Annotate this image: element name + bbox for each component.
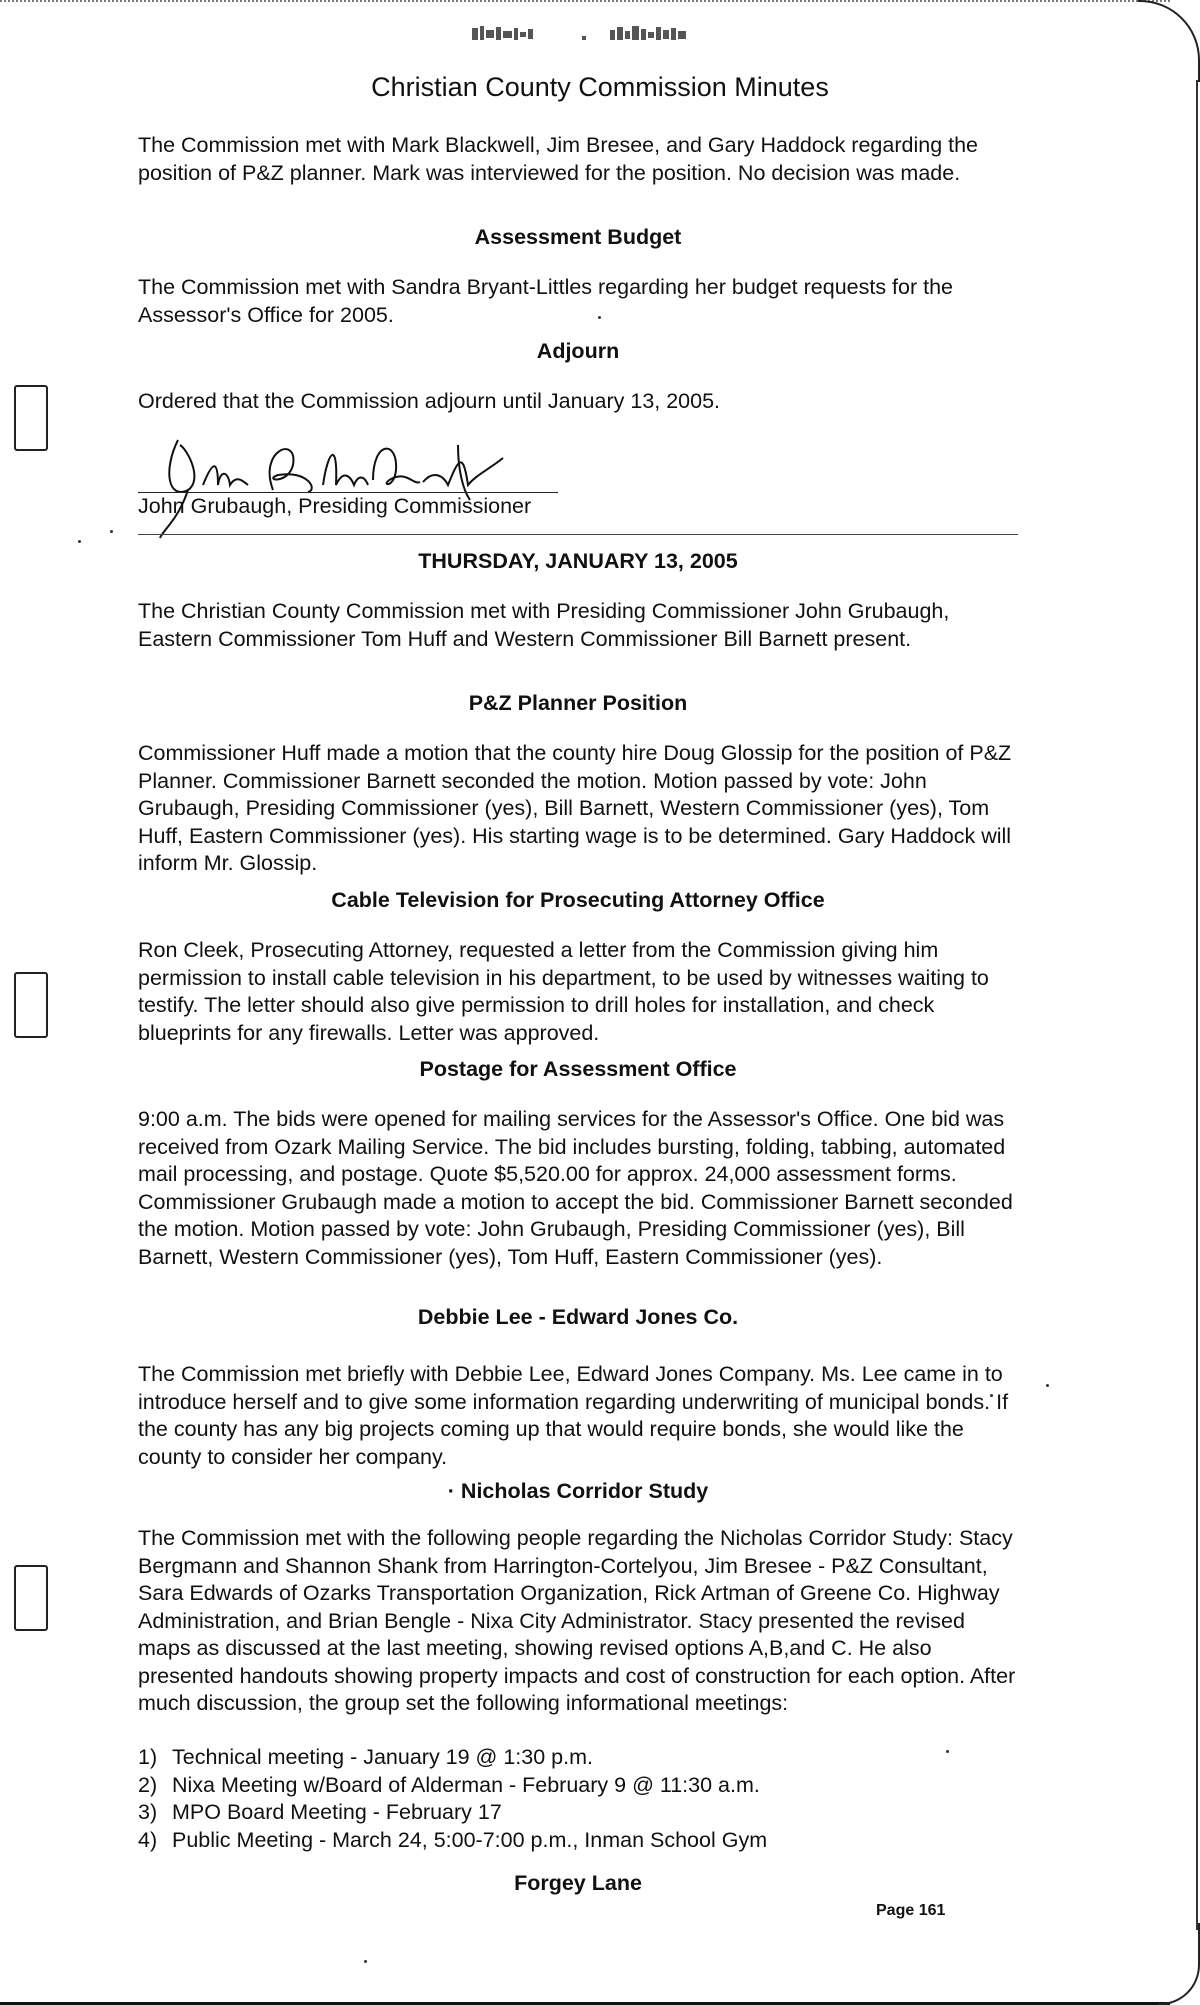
section-heading-nicholas-corridor: · Nicholas Corridor Study	[447, 1479, 709, 1503]
handwritten-signature-icon	[158, 430, 558, 540]
scan-speck	[364, 1960, 367, 1963]
list-item-number: 3)	[138, 1800, 158, 1824]
section-separator	[138, 534, 1018, 535]
illegible-stamp-icon	[470, 22, 720, 46]
signature-block	[138, 430, 558, 540]
punch-hole-icon	[14, 1565, 48, 1631]
section-heading-assessment-budget: Assessment Budget	[474, 225, 682, 249]
section-heading-adjourn: Adjourn	[536, 339, 620, 363]
punch-hole-icon	[14, 385, 48, 451]
attendance-paragraph: The Christian County Commission met with Presiding Commissioner John Grubaugh, Eastern Commissioner Tom Huff and Western Commissioner Bill Barnett present.	[138, 599, 950, 651]
list-item-text: Nixa Meeting w/Board of Alderman - February 9 @ 11:30 a.m.	[172, 1772, 760, 1797]
intro-paragraph: The Commission met with Mark Blackwell, Jim Bresee, and Gary Haddock regarding the position of P&Z planner. Mark was interviewed for the position. No decision was made.	[138, 133, 979, 185]
list-item	[138, 1827, 1018, 1855]
section-body-pz-planner: Commissioner Huff made a motion that the county hire Doug Glossip for the position of P&Z Planner. Commissioner Barnett seconded the motion. Motion passed by vote: John Grubaugh, Presiding Commissioner (yes), Bill Barnett, Western Commissioner (yes), Tom Huff, Eastern Commissioner (yes). His starting wage is to be determined. Gary Haddock will inform Mr. Glossip.	[138, 741, 1012, 875]
list-item-number: 4)	[138, 1827, 158, 1852]
list-item-number: 1)	[138, 1745, 158, 1769]
scan-speck	[110, 530, 113, 533]
scan-right-edge	[1196, 80, 1198, 1930]
section-body-adjourn: Ordered that the Commission adjourn until January 13, 2005.	[138, 389, 721, 413]
list-item-number: 2)	[138, 1772, 158, 1797]
meeting-list	[138, 1744, 1018, 1854]
date-heading: THURSDAY, JANUARY 13, 2005	[418, 549, 738, 573]
list-item-text: MPO Board Meeting - February 17	[172, 1800, 502, 1824]
list-item-text: Public Meeting - March 24, 5:00-7:00 p.m., Inman School Gym	[172, 1827, 768, 1852]
signature-line	[138, 492, 558, 493]
document-title: Christian County Commission Minutes	[371, 72, 829, 102]
section-body-cable-television: Ron Cleek, Prosecuting Attorney, requested a letter from the Commission giving him permission to install cable television in his department, to be used by witnesses waiting to testify. The letter should also give permission to drill holes for installation, and check blueprints for any firewalls. Letter was approved.	[138, 938, 989, 1045]
section-heading-postage: Postage for Assessment Office	[419, 1057, 737, 1081]
section-heading-pz-planner: P&Z Planner Position	[468, 691, 688, 715]
section-body-nicholas-corridor: The Commission met with the following people regarding the Nicholas Corridor Study: Stacy Bergmann and Shannon Shank from Harrington-Cortelyou, Jim Bresee - P&Z Consultant, Sara Edwards of Ozarks Transportation Organization, Rick Artman of Greene Co. Highway Administration, and Brian Bengle - Nixa City Administrator. Stacy presented the revised maps as discussed at the last meeting, showing revised options A,B,and C. He also presented handouts showing property impacts and cost of construction for each option. After much discussion, the group set the following informational meetings:	[138, 1526, 1016, 1715]
scan-speck	[1046, 1384, 1049, 1387]
signature-name: John Grubaugh, Presiding Commissioner	[138, 494, 532, 518]
section-body-assessment-budget: The Commission met with Sandra Bryant-Littles regarding her budget requests for the Assessor's Office for 2005.	[138, 275, 954, 327]
punch-hole-icon	[14, 972, 48, 1038]
section-heading-forgey-lane: Forgey Lane	[514, 1871, 642, 1895]
section-body-postage: 9:00 a.m. The bids were opened for mailing services for the Assessor's Office. One bid was received from Ozark Mailing Service. The bid includes bursting, folding, tabbing, automated mail processing, and postage. Quote $5,520.00 for approx. 24,000 assessment forms. Commissioner Grubaugh made a motion to accept the bid. Commissioner Barnett seconded the motion. Motion passed by vote: John Grubaugh, Presiding Commissioner (yes), Bill Barnett, Western Commissioner (yes), Tom Huff, Eastern Commissioner (yes).	[138, 1107, 1013, 1269]
list-item	[138, 1744, 1018, 1772]
page-curl-top	[1138, 0, 1200, 82]
list-item	[138, 1799, 1018, 1827]
page-number: Page 161	[876, 1902, 946, 1919]
section-heading-cable-television: Cable Television for Prosecuting Attorney Office	[331, 888, 825, 912]
list-item-text: Technical meeting - January 19 @ 1:30 p.m.	[172, 1745, 593, 1769]
scan-speck	[78, 540, 81, 543]
section-heading-debbie-lee: Debbie Lee - Edward Jones Co.	[417, 1305, 739, 1329]
list-item	[138, 1772, 1018, 1800]
page-curl-bottom	[1158, 1923, 1200, 2005]
section-body-debbie-lee: The Commission met briefly with Debbie Lee, Edward Jones Company. Ms. Lee came in to introduce herself and to give some information regarding underwriting of municipal bonds. If the county has any big projects coming up that would require bonds, she would like the county to consider her company.	[138, 1362, 1009, 1469]
scan-top-edge	[0, 0, 1170, 4]
